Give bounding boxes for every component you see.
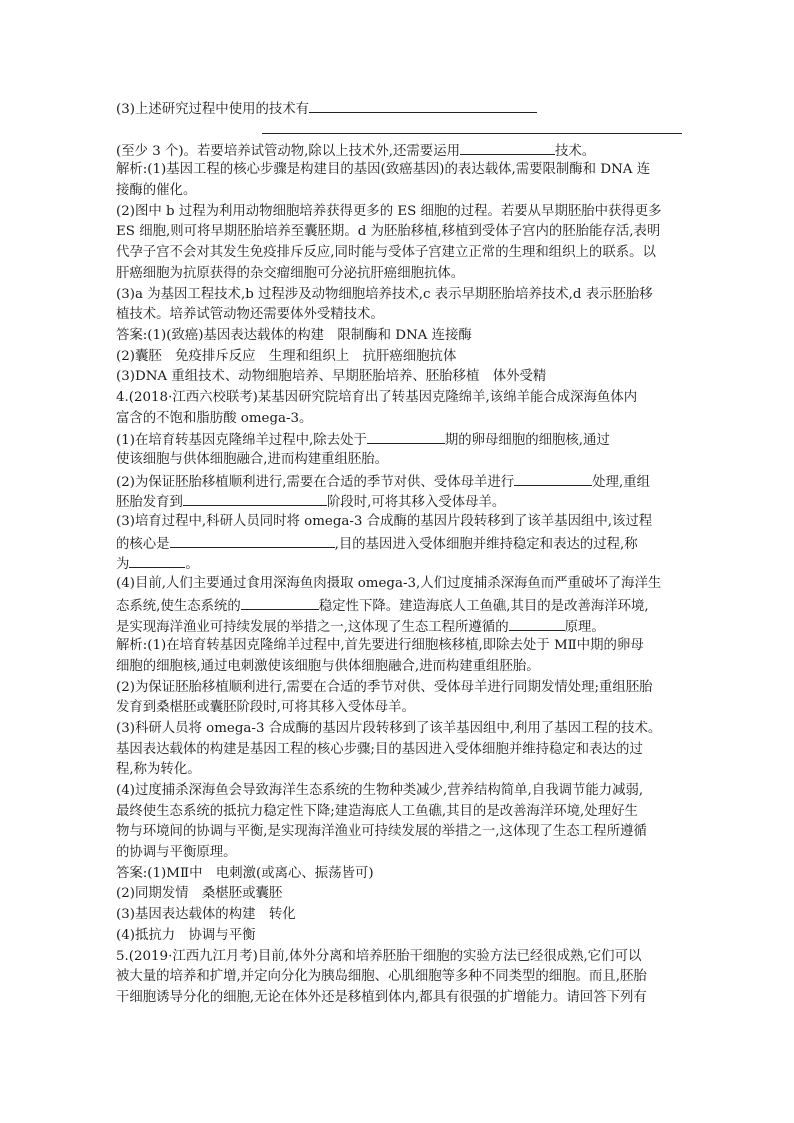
answer-blank-line[interactable] — [262, 119, 682, 134]
text-segment: (4)目前,人们主要通过食用深海鱼肉摄取 omega-3,人们过度捕杀深海鱼而严重破坏了海洋生 — [116, 576, 662, 592]
text-line — [116, 367, 686, 388]
text-line — [116, 243, 686, 264]
fill-in-blank[interactable] — [129, 553, 185, 568]
text-line — [116, 947, 686, 968]
text-segment: 为 — [116, 557, 130, 573]
text-line — [116, 595, 686, 616]
text-line — [116, 553, 686, 574]
text-line — [116, 698, 686, 719]
text-line — [116, 657, 686, 678]
text-segment: 基因表达载体的构建是基因工程的核心步骤;目的基因进入受体细胞并维持稳定和表达的过 — [116, 741, 643, 757]
text-line — [116, 305, 686, 326]
text-line — [116, 926, 686, 947]
text-line — [116, 264, 686, 285]
text-line — [116, 202, 686, 223]
fill-in-blank[interactable] — [514, 471, 592, 486]
text-segment: 的核心是 — [116, 536, 170, 552]
text-line — [116, 222, 686, 243]
text-segment: 原理。 — [564, 619, 605, 635]
text-segment: 是实现海洋渔业可持续发展的举措之一,这体现了生态工程所遵循的 — [116, 619, 509, 635]
text-segment: 5.(2019·江西九江月考)目前,体外分离和培养胚胎干细胞的实验方法已经很成熟,它们可以 — [116, 948, 642, 964]
text-segment: 植技术。培养试管动物还需要体外受精技术。 — [116, 307, 384, 323]
text-segment: 肝癌细胞为抗原获得的杂交瘤细胞可分泌抗肝癌细胞抗体。 — [116, 265, 465, 281]
text-line — [116, 843, 686, 864]
fill-in-blank[interactable] — [460, 140, 555, 155]
text-segment: ES 细胞,则可将早期胚胎培养至囊胚期。d 为胚胎移植,移植到受体子宫内的胚胎能存活,表明 — [116, 224, 661, 240]
text-line — [116, 636, 686, 657]
text-segment: 。 — [185, 557, 199, 573]
text-segment: 细胞的细胞核,通过电刺激使该细胞与供体细胞融合,进而构建重组胚胎。 — [116, 658, 540, 674]
text-segment: (1)在培育转基因克隆绵羊过程中,除去处于 — [116, 433, 367, 449]
text-segment: (至少 3 个)。若要培养试管动物,除以上技术外,还需要运用 — [116, 143, 460, 159]
text-segment: (3)上述研究过程中使用的技术有 — [116, 102, 310, 117]
text-segment: 物与环境间的协调与平衡,是实现海洋渔业可持续发展的举措之一,这体现了生态工程所遵循 — [116, 824, 647, 840]
text-segment: 接酶的催化。 — [116, 183, 197, 199]
text-line — [116, 326, 686, 347]
text-line — [116, 884, 686, 905]
text-segment: (3)科研人员将 omega-3 合成酶的基因片段转移到了该羊基因组中,利用了基因工程的技术。 — [116, 720, 662, 736]
text-line — [116, 740, 686, 761]
text-segment: 稳定性下降。建造海底人工鱼礁,其目的是改善海洋环境, — [318, 598, 649, 614]
text-segment: 代孕子宫不会对其发生免疫排斥反应,同时能与受体子宫建立正常的生理和组织上的联系。以 — [116, 245, 656, 261]
text-line — [116, 678, 686, 699]
text-line — [116, 347, 686, 368]
text-segment: (2)同期发情 桑椹胚或囊胚 — [116, 886, 283, 902]
text-line — [116, 388, 686, 409]
text-line — [116, 822, 686, 843]
text-line — [116, 98, 686, 119]
text-line — [116, 471, 686, 492]
text-line — [116, 512, 686, 533]
fill-in-blank[interactable] — [309, 98, 537, 113]
text-segment: 被大量的培养和扩增,并定向分化为胰岛细胞、心肌细胞等多种不同类型的细胞。而且,胚胎 — [116, 969, 647, 985]
text-line — [116, 905, 686, 926]
text-line — [116, 181, 686, 202]
text-segment: (4)过度捕杀深海鱼会导致海洋生态系统的生物种类减少,营养结构简单,自我调节能力减弱, — [116, 783, 644, 798]
text-line — [116, 988, 686, 1009]
text-segment: 的协调与平衡原理。 — [116, 845, 237, 861]
text-line — [116, 864, 686, 885]
text-line — [116, 140, 686, 161]
text-segment: ,目的基因进入受体细胞并维持稳定和表达的过程,称 — [334, 536, 638, 552]
text-segment: 解析:(1)基因工程的核心步骤是构建目的基因(致癌基因)的表达载体,需要限制酶和 DNA 连 — [116, 162, 651, 178]
text-segment: (3)培育过程中,科研人员同时将 omega-3 合成酶的基因片段转移到了该羊基因组中,该过程 — [116, 514, 653, 530]
fill-in-blank[interactable] — [170, 533, 335, 548]
document-page — [116, 98, 686, 1009]
text-line — [116, 967, 686, 988]
text-line — [116, 491, 686, 512]
text-line — [116, 409, 686, 430]
text-line — [116, 574, 686, 595]
text-segment: 最终使生态系统的抵抗力稳定性下降;建造海底人工鱼礁,其目的是改善海洋环境,处理好生 — [116, 803, 638, 819]
fill-in-blank[interactable] — [509, 616, 565, 631]
text-segment: 态系统,使生态系统的 — [116, 598, 241, 614]
text-line — [116, 285, 686, 306]
text-segment: 4.(2018·江西六校联考)某基因研究院培育出了转基因克隆绵羊,该绵羊能合成深海鱼体内 — [116, 389, 638, 405]
text-segment: 处理,重组 — [592, 474, 650, 490]
text-line — [116, 760, 686, 781]
text-segment: (4)抵抗力 协调与平衡 — [116, 927, 256, 943]
text-segment: 干细胞诱导分化的细胞,无论在体外还是移植到体内,都具有很强的扩增能力。请回答下列有 — [116, 989, 647, 1005]
fill-in-blank[interactable] — [183, 491, 327, 506]
fill-in-blank[interactable] — [241, 595, 319, 610]
text-line — [116, 450, 686, 471]
text-line — [116, 802, 686, 823]
text-line — [116, 616, 686, 637]
text-segment: 胚胎发育到 — [116, 495, 183, 511]
text-segment: (2)囊胚 免疫排斥反应 生理和组织上 抗肝癌细胞抗体 — [116, 348, 457, 364]
text-segment: 答案:(1)(致癌)基因表达载体的构建 限制酶和 DNA 连接酶 — [116, 327, 472, 343]
fill-in-blank[interactable] — [367, 429, 445, 444]
text-segment: (3)基因表达载体的构建 转化 — [116, 907, 296, 923]
text-line — [116, 719, 686, 740]
text-segment: (3)DNA 重组技术、动物细胞培养、早期胚胎培养、胚胎移植 体外受精 — [116, 369, 547, 385]
text-segment: 富含的不饱和脂肪酸 omega-3。 — [116, 410, 313, 426]
text-segment: 技术。 — [554, 143, 596, 159]
text-segment: 答案:(1)MⅡ中 电刺激(或离心、振荡皆可) — [116, 865, 374, 881]
text-segment: 阶段时,可将其移入受体母羊。 — [326, 495, 506, 511]
text-line — [116, 781, 686, 802]
text-line — [116, 160, 686, 181]
text-segment: (2)为保证胚胎移植顺利进行,需要在合适的季节对供、受体母羊进行同期发情处理;重组胚胎 — [116, 679, 653, 695]
text-segment: (2)图中 b 过程为利用动物细胞培养获得更多的 ES 细胞的过程。若要从早期胚胎中获得更多 — [116, 203, 662, 219]
text-segment: 程,称为转化。 — [116, 762, 201, 778]
text-segment: 期的卵母细胞的细胞核,通过 — [444, 433, 610, 449]
text-segment: 使该细胞与供体细胞融合,进而构建重组胚胎。 — [116, 452, 389, 467]
text-segment: (3)a 为基因工程技术,b 过程涉及动物细胞培养技术,c 表示早期胚胎培养技术,d 表示胚胎移 — [116, 286, 653, 302]
text-line — [116, 533, 686, 554]
text-segment: 解析:(1)在培育转基因克隆绵羊过程中,首先要进行细胞核移植,即除去处于 MⅡ中期的卵母 — [116, 638, 644, 654]
text-segment: 发育到桑椹胚或囊胚阶段时,可将其移入受体母羊。 — [116, 700, 415, 716]
text-line — [116, 429, 686, 450]
text-segment: (2)为保证胚胎移植顺利进行,需要在合适的季节对供、受体母羊进行 — [116, 474, 515, 490]
